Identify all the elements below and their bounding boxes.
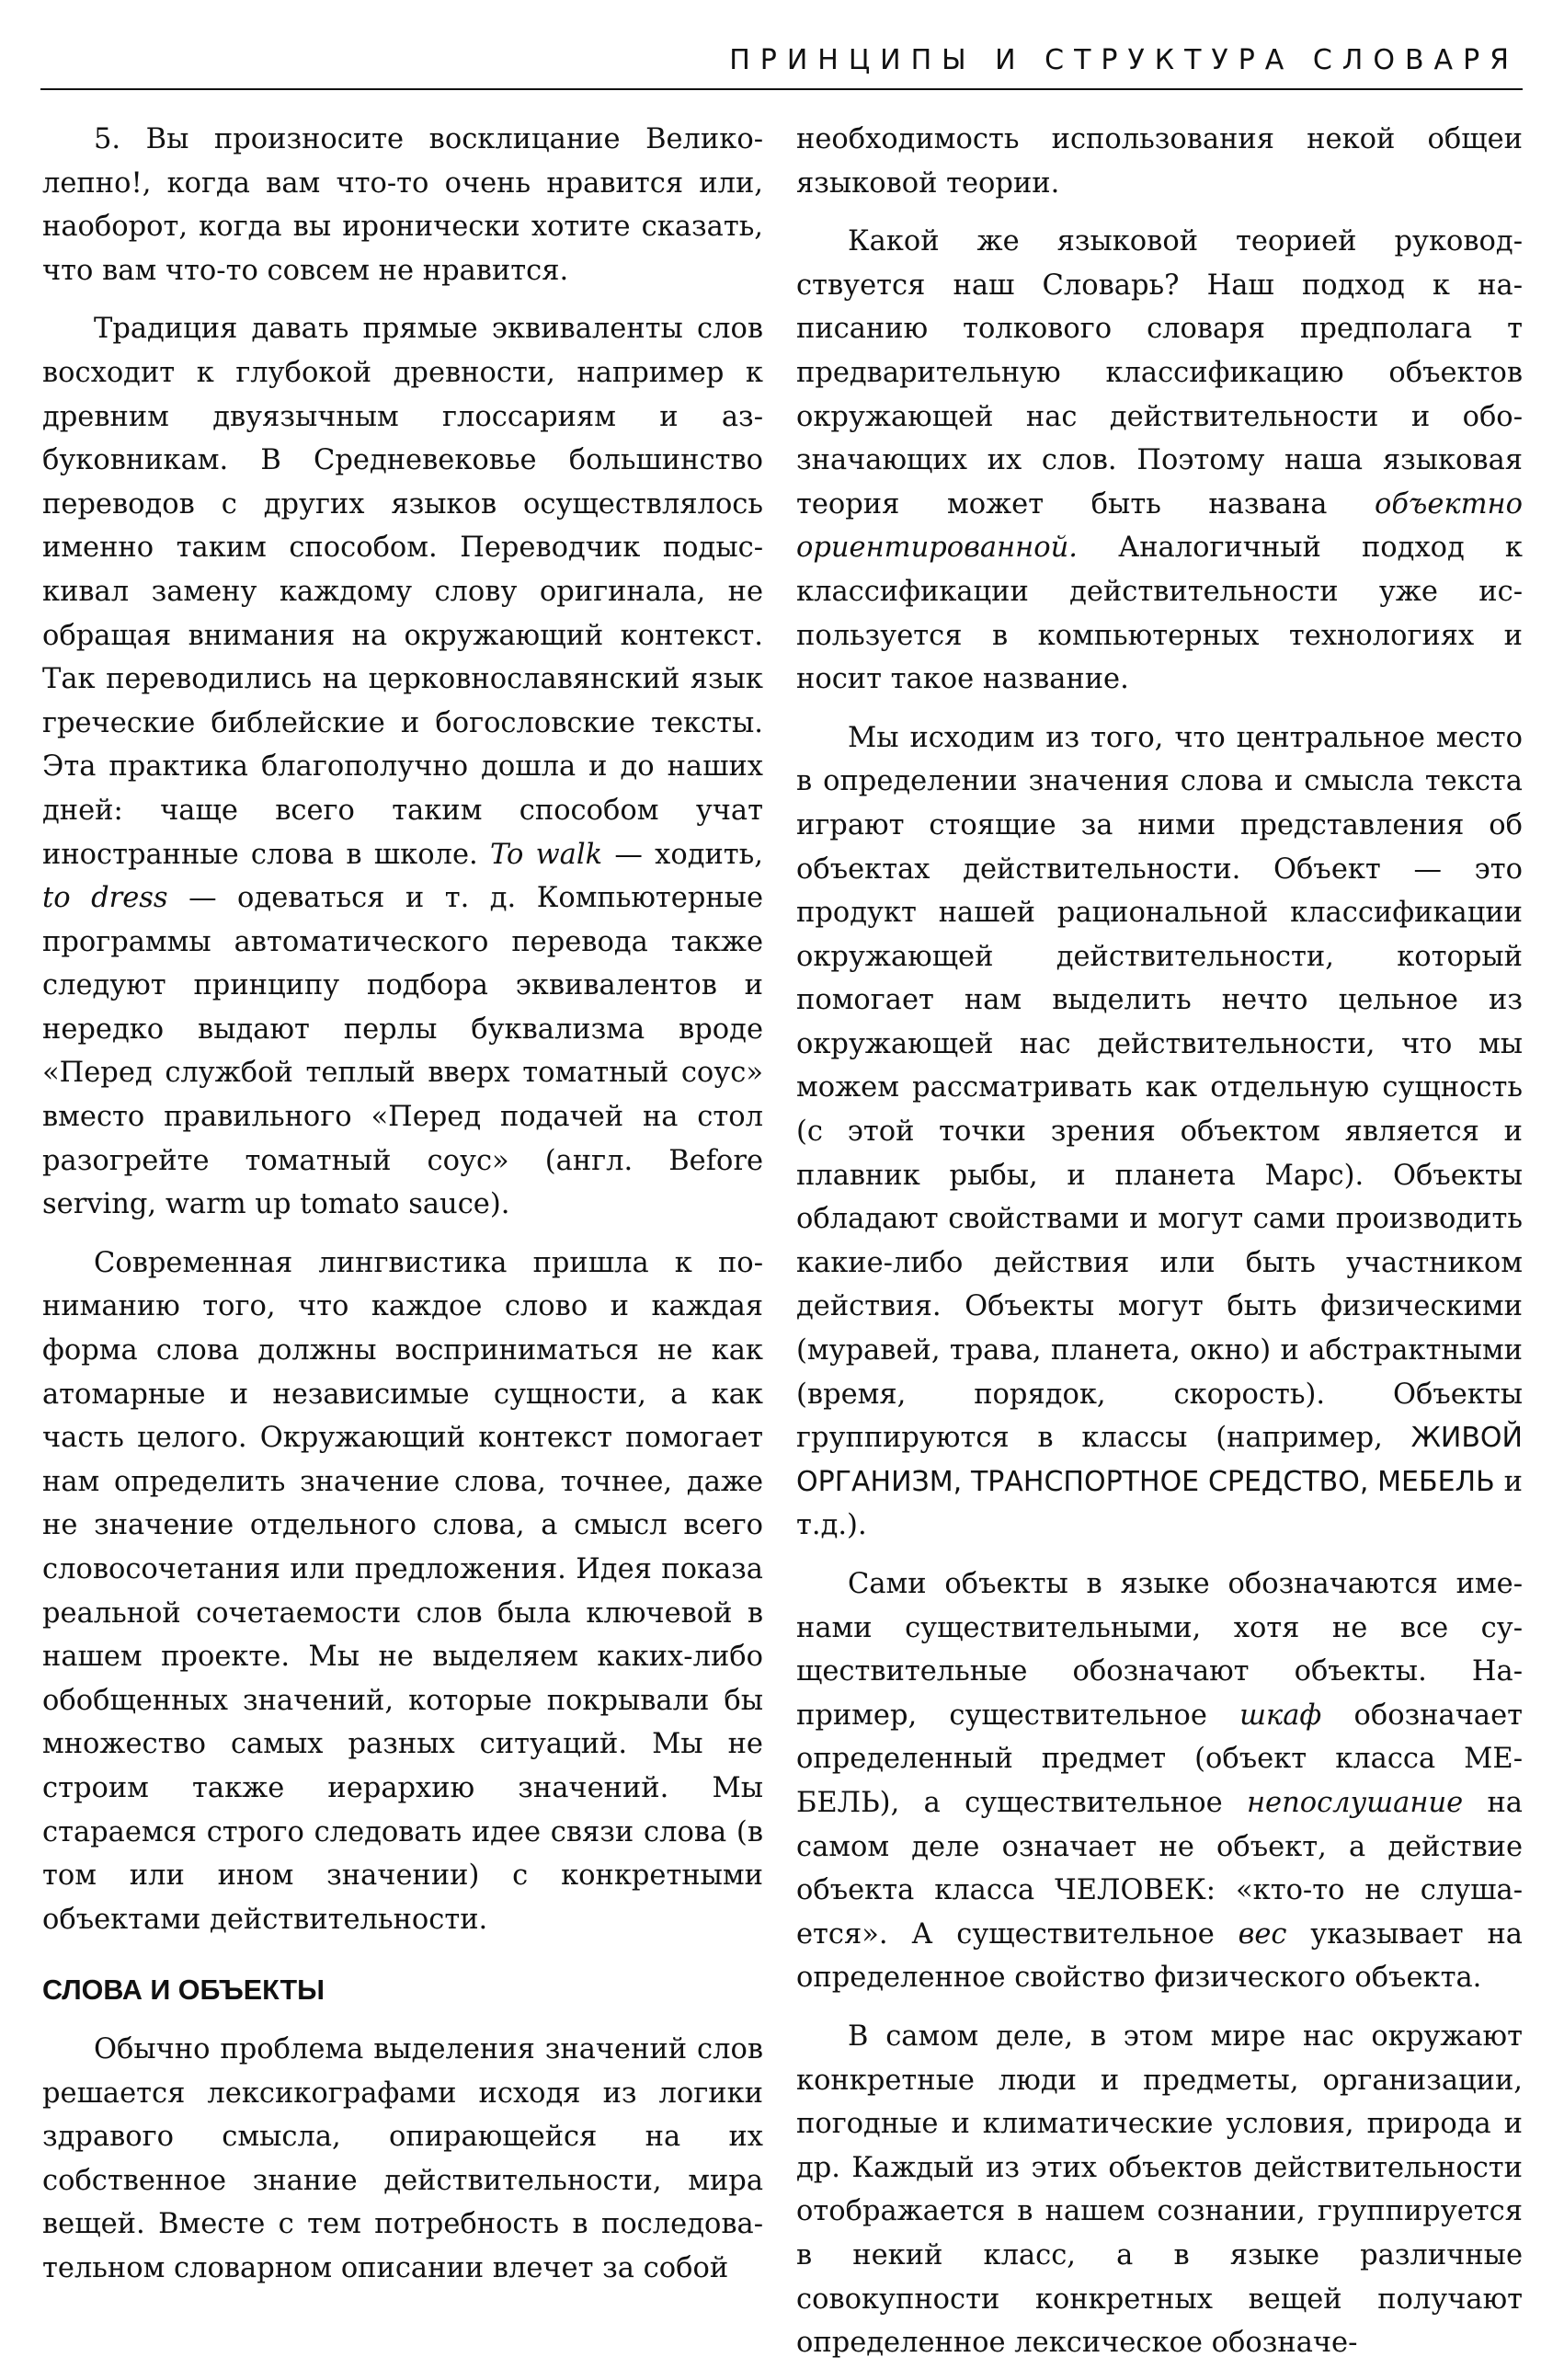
paragraph-text: — ходить, <box>602 838 763 871</box>
paragraph-text: указывает на определенное свойство физического объекта. <box>796 1917 1523 1995</box>
paragraph <box>42 1241 763 1942</box>
paragraph <box>42 2028 763 2291</box>
section-heading: СЛОВА И ОБЪЕКТЫ <box>42 1974 325 2007</box>
italic-term: to dress <box>42 882 168 915</box>
running-title: ПРИНЦИПЫ И СТРУКТУРА СЛОВАРЯ <box>729 44 1519 76</box>
paragraph <box>796 716 1523 1548</box>
class-names-caps: ЖИВОЙ ОРГАНИЗМ, ТРАНСПОРТНОЕ СРЕДСТВО, МЕБЕЛЬ <box>796 1422 1523 1498</box>
paragraph-text: необходимость использования некой общеи языковой теории. <box>796 123 1523 200</box>
paragraph-text: — одеваться и т. д. Компьютерные программы автоматического перевода также следуют принципу подбора эквивалентов и нередко выдают перлы буквализма вроде «Перед службой теплый вверх томатный соус» вместо правильного «Перед подачей на стол разогрейте томатный соус» (англ. Before serving, warm up tomato sauce). <box>42 882 764 1221</box>
paragraph-text: Мы исходим из того, что центральное место в определении значения слова и смысла текста играют стоящие за ними представления об объектах действительности. Объект — это продукт нашей рациональной классификации окружающей действительности, который помогает нам выделить нечто цельное из окружающей нас действительности, что мы можем рассматривать как отдельную сущность (с этой точки зрения объектом является и плавник рыбы, и планета Марс). Объекты обладают свойствами и могут сами производить какие-либо действия или быть участником действия. Объекты могут быть физическими (муравей, трава, планета, окно) и абстрактными (время, порядок, скорость). Объекты группируются в классы (например, <box>796 721 1523 1455</box>
italic-term: To walk <box>489 838 603 871</box>
paragraph-text: В самом деле, в этом мире нас окружают конкретные люди и предметы, организации, погодные и климатические условия, природа и др. Каждый из этих объектов действительности отображается в нашем сознании, группируется в некий класс, а в языке различные совокупности конкретных вещей получают определенное лексическое обозначе- <box>796 2020 1523 2360</box>
italic-term: непослушание <box>1246 1786 1464 1819</box>
header-rule <box>40 88 1523 90</box>
italic-term: шкаф <box>1239 1699 1322 1732</box>
paragraph-text: на самом деле означает не объект, а действие объекта класса ЧЕЛОВЕК: «кто-то не слушается». А существительное <box>796 1786 1523 1951</box>
paragraph-text: 5. Вы произносите восклицание Великолепно!, когда вам что-то очень нравится или, наоборот, когда вы иронически хотите сказать, что вам что-то совсем не нравится. <box>42 123 763 287</box>
running-head <box>40 44 1519 76</box>
paragraph-text: Какой же языковой теорией руководствуется наш Словарь? Наш подход к написанию толкового словаря предполага т предварительную классификацию объектов окружающей нас действительности и обозначающих их слов. Поэтому наша языковая теория может быть названа <box>796 225 1523 521</box>
paragraph-text: Традиция давать прямые эквиваленты слов восходит к глубокой древности, например к древним двуязычным глоссариям и азбуковникам. В Средневековье большинство переводов с других языков осуществлялось именно таким способом. Переводчик подыскивал замену каждому слову оригинала, не обращая внимания на окружающий контекст. Так переводились на церковнославянский язык греческие библейские и богословские тексты. Эта практика благополучно дошла и до наших дней: чаще всего таким способом учат иностранные слова в школе. <box>42 313 763 871</box>
right-column <box>796 118 1523 2380</box>
paragraph <box>42 118 763 292</box>
paragraph <box>796 220 1523 702</box>
paragraph-text: Аналогичный подход к классификации действительности уже используется в компьютерных технологиях и носит такое название. <box>796 532 1523 696</box>
paragraph-text: Сами объекты в языке обозначаются именами существительными, хотя не все существительные обозначают объекты. Например, существительное <box>796 1568 1523 1732</box>
paragraph <box>796 2015 1523 2365</box>
paragraph-text: Современная лингвистика пришла к пониманию того, что каждое слово и каждая форма слова должны восприниматься не как атомарные и независимые сущности, а как часть целого. Окружающий контекст помогает нам определить значение слова, точнее, даже не значение отдельного слова, а смысл всего словосочетания или предложения. Идея показа реальной сочетаемости слов была ключевой в нашем проекте. Мы не выделяем каких-либо обобщенных значений, которые покрывали бы множество самых разных ситуаций. Мы не строим также иерархию значений. Мы стараемся строго следовать идее связи слова (в том или ином значении) с конкретными объектами действительности. <box>42 1246 763 1936</box>
left-column <box>42 118 763 2306</box>
paragraph <box>796 1562 1523 2000</box>
paragraph-text: и т.д.). <box>796 1465 1523 1542</box>
italic-term: вес <box>1238 1917 1287 1951</box>
paragraph-text: Обычно проблема выделения значений слов решается лексикографами исходя из логики здравого смысла, опирающейся на их собственное знание действительности, мира вещей. Вместе с тем потребность в последовательном словарном описании влечет за собой <box>42 2032 763 2284</box>
paragraph <box>796 118 1523 205</box>
paragraph <box>42 307 763 1226</box>
italic-term: объектно ориентированной. <box>796 487 1523 565</box>
paragraph-text: обозначает определенный предмет (объект класса МЕБЕЛЬ), а существительное <box>796 1699 1523 1819</box>
